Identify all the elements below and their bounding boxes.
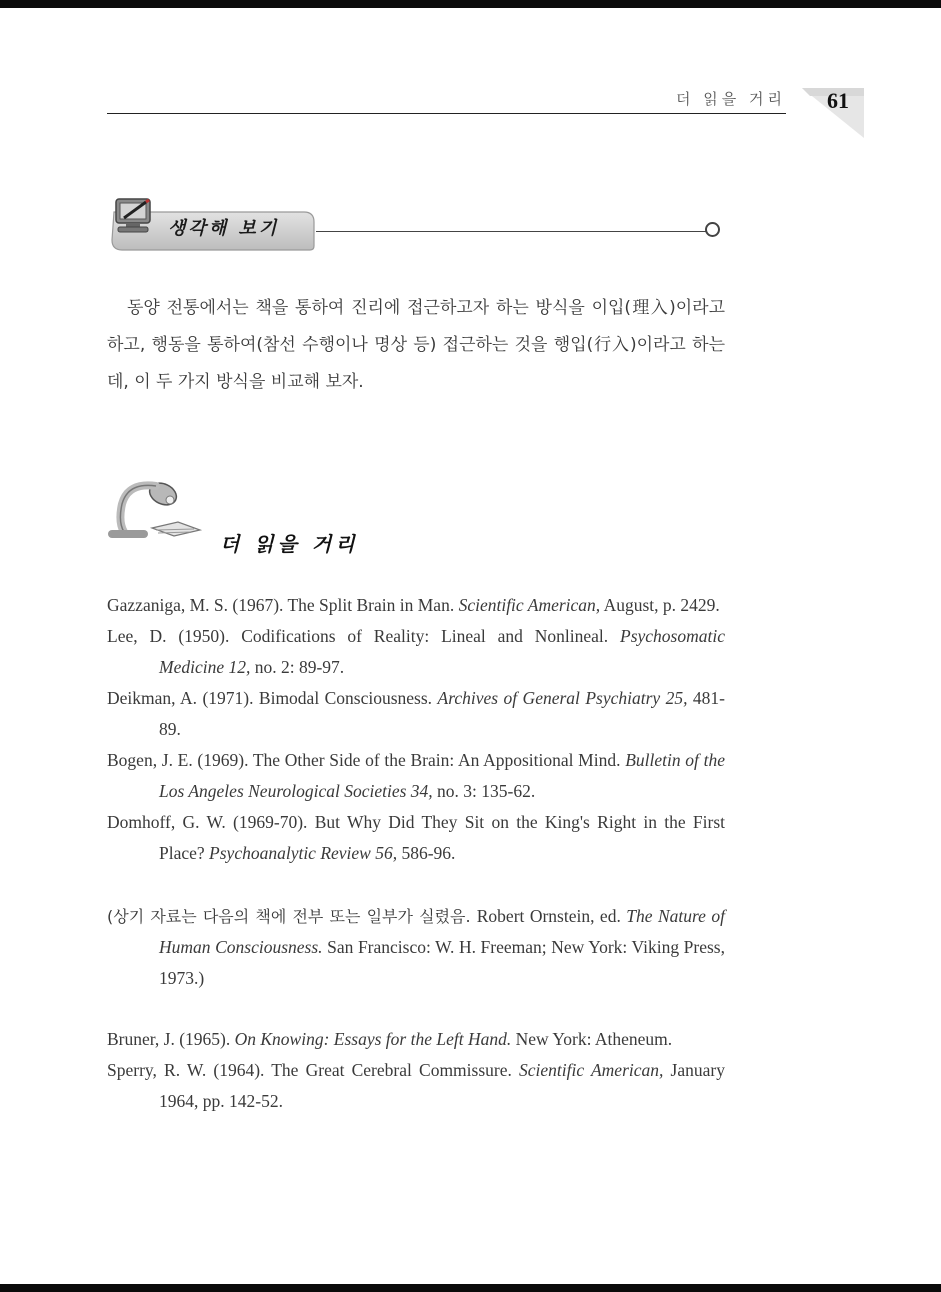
think-box-rule	[316, 231, 708, 232]
spacer	[107, 869, 725, 901]
reference-item: Bruner, J. (1965). On Knowing: Essays for the Left Hand. New York: Atheneum.	[107, 1029, 673, 1049]
reference-item: Lee, D. (1950). Codifications of Reality: Lineal and Nonlineal. Psychosomatic Medicine 12, no. 2: 89-97.	[107, 626, 725, 677]
reference-list	[107, 590, 725, 1117]
further-reading-title: 더 읽을 거리	[220, 532, 359, 556]
spacer	[107, 994, 725, 1024]
header-rule	[107, 113, 786, 114]
reference-item: Sperry, R. W. (1964). The Great Cerebral Commissure. Scientific American, January 1964, pp. 142-52.	[107, 1060, 725, 1111]
think-box-title: 생각해 보기	[168, 218, 280, 239]
page-number: 61	[827, 88, 849, 113]
reference-item: Deikman, A. (1971). Bimodal Consciousness. Archives of General Psychiatry 25, 481-89.	[107, 688, 726, 739]
bottom-border	[0, 1284, 941, 1292]
desk-lamp-book-icon	[108, 474, 208, 546]
reference-item: Gazzaniga, M. S. (1967). The Split Brain in Man. Scientific American, August, p. 2429.	[107, 595, 720, 615]
running-head: 더 읽을 거리	[676, 90, 786, 108]
discussion-prompt: 동양 전통에서는 책을 통하여 진리에 접근하고자 하는 방식을 이입(理入)이라고 하고, 행동을 통하여(참선 수행이나 명상 등) 접근하는 것을 행입(行入)이라고 하는데, 이 두 가지 방식을 비교해 보자.	[107, 298, 725, 392]
think-box-label	[108, 196, 320, 252]
think-box-rule-end	[705, 222, 720, 237]
reference-item: Domhoff, G. W. (1969-70). But Why Did They Sit on the King's Right in the First Place? Psychoanalytic Review 56, 586-96.	[107, 812, 725, 863]
top-border	[0, 0, 941, 8]
reference-item: Bogen, J. E. (1969). The Other Side of the Brain: An Appositional Mind. Bulletin of the Los Angeles Neurological Societies 34, no. 3: 135-62.	[107, 750, 725, 801]
source-note: (상기 자료는 다음의 책에 전부 또는 일부가 실렸음. Robert Ornstein, ed. The Nature of Human Consciousness. San Francisco: W. H. Freeman; New York: Viking Press, 1973.)	[107, 906, 726, 988]
computer-pencil-icon	[110, 196, 160, 240]
